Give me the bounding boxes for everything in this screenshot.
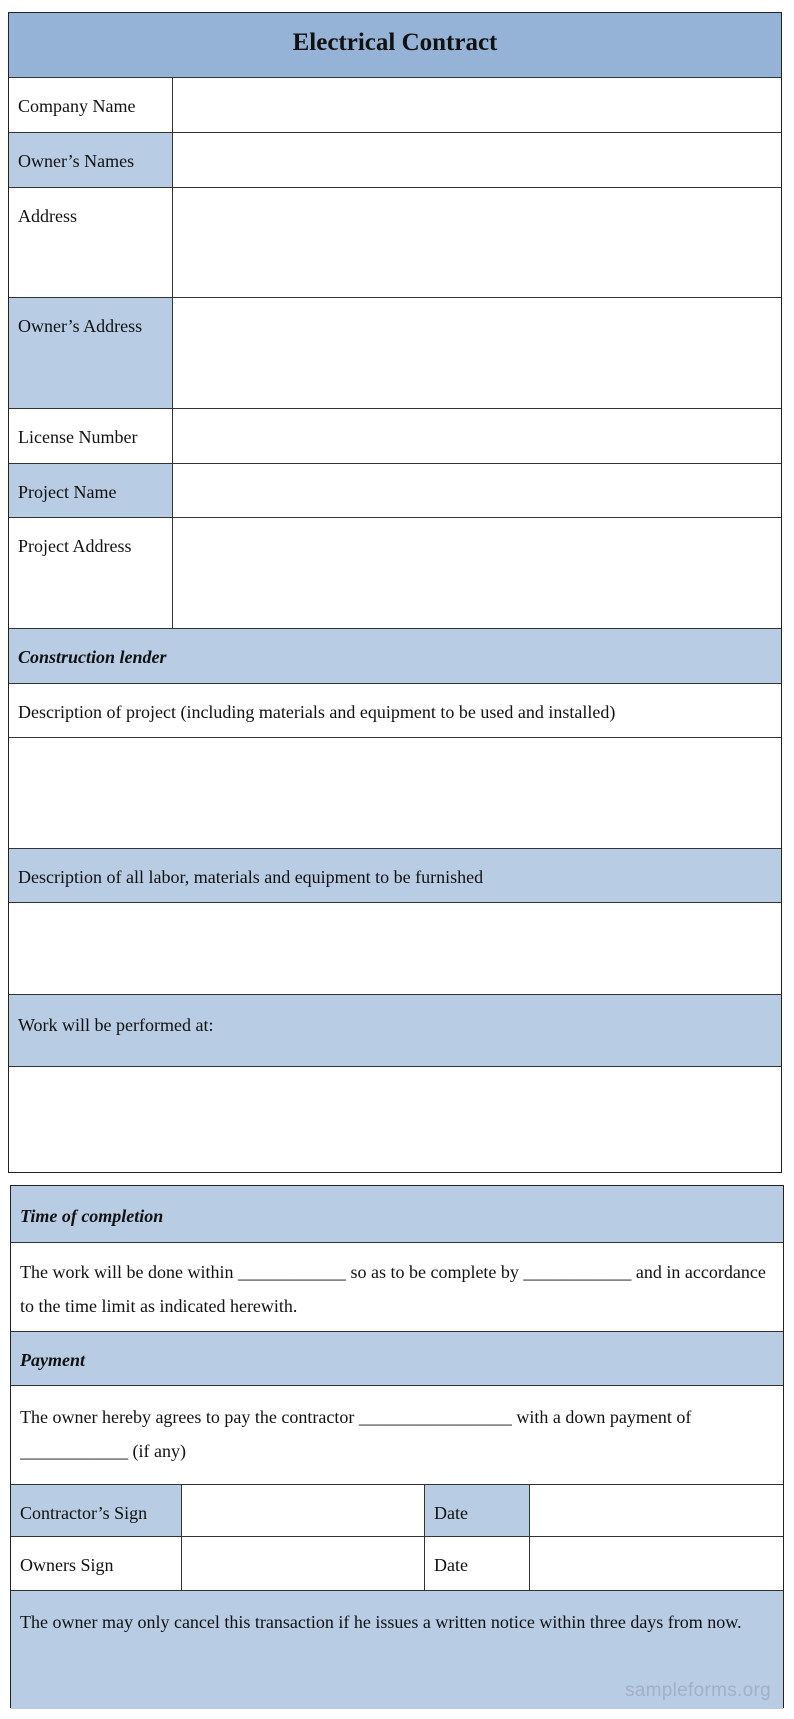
description-labor-row — [9, 849, 781, 903]
owners-names-input[interactable] — [173, 133, 781, 187]
owners-address-label-cell — [9, 298, 173, 408]
owners-date-label: Date — [434, 1555, 468, 1575]
owners-sign-label-cell — [11, 1537, 182, 1590]
description-labor-input[interactable] — [9, 903, 781, 995]
contractor-sign-label-cell — [11, 1485, 182, 1536]
project-address-label: Project Address — [18, 536, 132, 556]
owners-sign-label: Owners Sign — [20, 1555, 114, 1575]
owners-sign-input[interactable] — [182, 1537, 425, 1590]
project-address-row — [9, 518, 781, 629]
license-number-row — [9, 409, 781, 464]
work-performed-row — [9, 995, 781, 1067]
page-title: Electrical Contract — [292, 29, 498, 56]
contractor-date-label: Date — [434, 1503, 468, 1523]
address-input[interactable] — [173, 188, 781, 297]
project-address-input[interactable] — [173, 518, 781, 628]
description-project-input[interactable] — [9, 738, 781, 849]
contractor-date-label-cell — [425, 1485, 530, 1536]
time-of-completion-heading: Time of completion — [20, 1206, 164, 1226]
work-performed-input[interactable] — [9, 1067, 781, 1174]
owners-address-label: Owner’s Address — [18, 316, 143, 336]
company-name-label: Company Name — [18, 96, 136, 116]
cancellation-row — [11, 1591, 783, 1709]
owners-date-input[interactable] — [530, 1537, 783, 1590]
company-name-row — [9, 78, 781, 133]
owners-names-label-cell — [9, 133, 173, 187]
license-number-label-cell — [9, 409, 173, 463]
contract-form-main — [8, 12, 782, 1173]
contractor-date-input[interactable] — [530, 1485, 783, 1536]
payment-text-row — [11, 1386, 783, 1485]
payment-heading-row — [11, 1332, 783, 1386]
owners-names-row — [9, 133, 781, 188]
company-name-input[interactable] — [173, 78, 781, 132]
description-project-label: Description of project (including materials and equipment to be used and installed) — [18, 702, 616, 722]
owners-sign-row — [11, 1537, 783, 1591]
project-name-input[interactable] — [173, 464, 781, 517]
owners-names-label: Owner’s Names — [18, 151, 135, 171]
time-of-completion-row — [11, 1186, 783, 1243]
project-name-label-cell — [9, 464, 173, 517]
cancellation-text: The owner may only cancel this transaction if he issues a written notice within three days from now. — [20, 1612, 742, 1632]
construction-lender-label: Construction lender — [18, 647, 167, 667]
contractor-sign-row — [11, 1485, 783, 1537]
completion-text-row — [11, 1243, 783, 1332]
contractor-sign-input[interactable] — [182, 1485, 425, 1536]
description-project-row — [9, 684, 781, 738]
payment-text: The owner hereby agrees to pay the contractor _________________ with a down payment of ____________ (if any) — [20, 1407, 692, 1461]
contractor-sign-label: Contractor’s Sign — [20, 1503, 148, 1523]
owners-address-input[interactable] — [173, 298, 781, 408]
company-name-label-cell — [9, 78, 173, 132]
description-labor-label: Description of all labor, materials and equipment to be furnished — [18, 867, 484, 887]
project-address-label-cell — [9, 518, 173, 628]
completion-text: The work will be done within ____________ so as to be complete by ____________ and in accordance to the time limit as indicated herewith. — [20, 1262, 766, 1316]
address-row — [9, 188, 781, 298]
owners-address-row — [9, 298, 781, 409]
license-number-input[interactable] — [173, 409, 781, 463]
construction-lender-row — [9, 629, 781, 684]
project-name-row — [9, 464, 781, 518]
license-number-label: License Number — [18, 427, 138, 447]
contract-form-terms — [10, 1185, 784, 1708]
watermark: sampleforms.org — [625, 1680, 771, 1701]
title-row — [9, 13, 781, 78]
address-label-cell — [9, 188, 173, 297]
owners-date-label-cell — [425, 1537, 530, 1590]
project-name-label: Project Name — [18, 482, 117, 502]
work-performed-label: Work will be performed at: — [18, 1015, 214, 1035]
payment-heading: Payment — [20, 1350, 85, 1370]
address-label: Address — [18, 206, 77, 226]
